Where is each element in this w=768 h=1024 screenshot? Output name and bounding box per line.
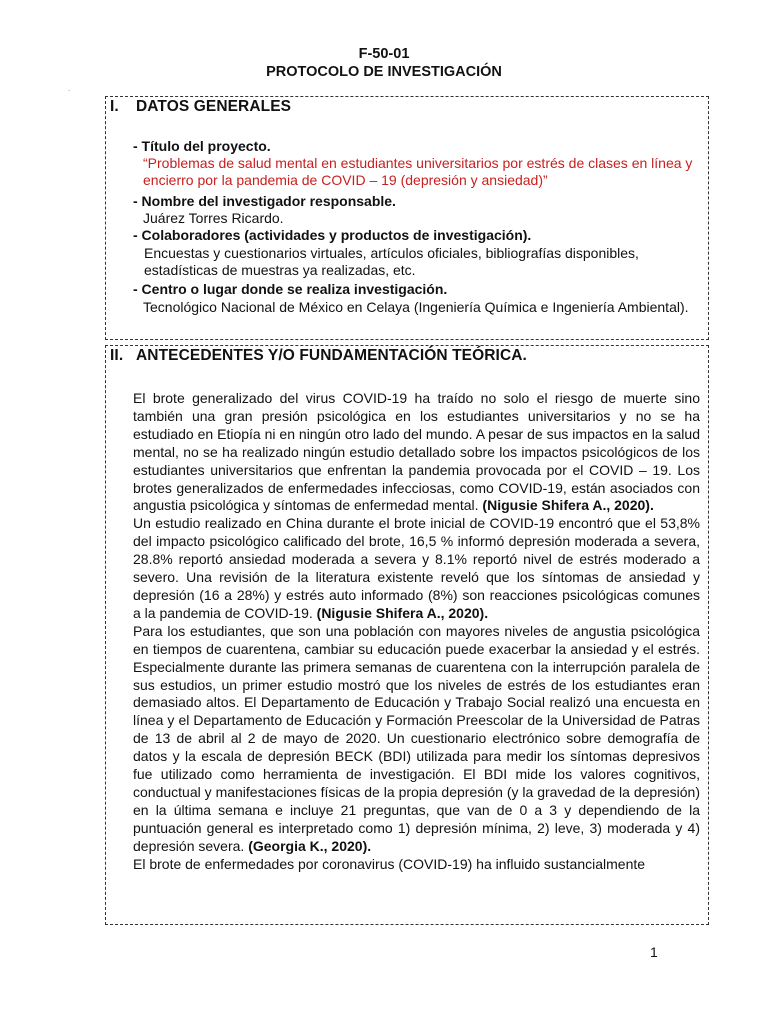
paragraph-text: El brote generalizado del virus COVID-19 ha traído no solo el riesgo de muerte sino también una gran presión psicológica en los estudiantes universitarios y no se ha estudiado en Etiopía ni en ningún otro lado del mundo. A pesar de sus impactos en la salud mental, no se ha realizado ningún estudio detallado sobre los impactos psicológicos de los estudiantes universitarios que enfrentan la pandemia provocada por el COVID – 19. Los brotes generalizados de enfermedades infecciosas, como COVID-19, están asociados con angustia psicológica y síntomas de enfermedad mental. [133,390,700,514]
section-heading [110,98,291,116]
paragraph [133,390,700,515]
citation: (Nigusie Shifera A., 2020). [482,497,654,514]
section-title: ANTECEDENTES Y/O FUNDAMENTACIÓN TEÓRICA. [136,347,527,364]
field-value-colaboradores: Encuestas y cuestionarios virtuales, artículos oficiales, bibliografías disponibles, estadísticas de muestras ya realizadas, etc. [144,245,639,278]
paragraph-text: Un estudio realizado en China durante el brote inicial de COVID-19 encontró que el 53,8% del impacto psicológico calificado del brote, 16,5 % informó depresión moderada a severa, 28.8% reportó ansiedad moderada a severa y 8.1% reportó nivel de estrés moderado a severo. Una revisión de la literatura existente reveló que los síntomas de ansiedad y depresión (16 a 28%) y estrés auto informado (8%) son reacciones psicológicas comunes a la pandemia de COVID-19. [133,515,700,621]
section-title: DATOS GENERALES [136,98,292,115]
section-datos-generales [105,96,709,340]
paragraph [133,515,700,622]
field-value-titulo: “Problemas de salud mental en estudiantes universitarios por estrés de clases en línea y encierro por la pandemia de COVID – 19 (depresión y ansiedad)” [143,155,693,188]
section-antecedentes [105,345,709,925]
section-heading [110,347,527,365]
field-value-investigador: Juárez Torres Ricardo. [143,210,284,226]
field-label-investigador: - Nombre del investigador responsable. [133,193,396,209]
paragraph [133,623,700,856]
field-label-centro: - Centro o lugar donde se realiza investigación. [133,281,448,297]
field-value-centro: Tecnológico Nacional de México en Celaya (Ingeniería Química e Ingeniería Ambiental). [143,299,689,315]
paragraph [133,856,700,874]
document-code: F-50-01 [358,46,410,62]
section-number: II. [110,347,124,364]
document-title: PROTOCOLO DE INVESTIGACIÓN [266,64,502,80]
stray-mark: . [68,84,71,93]
citation: (Nigusie Shifera A., 2020). [316,604,489,621]
citation: (Georgia K., 2020). [248,837,372,854]
page-number: 1 [650,944,658,960]
paragraphs [133,390,700,873]
section-number: I. [110,98,119,115]
field-label-titulo: - Título del proyecto. [133,138,271,154]
paragraph-text: Para los estudiantes, que son una población con mayores niveles de angustia psicológica en tiempos de cuarentena, cambiar su educación puede exacerbar la ansiedad y el estrés. Especialmente durante las primera semanas de cuarentena con la interrupción paralela de sus estudios, un primer estudio mostró que los niveles de estrés de los estudiantes eran demasiado altos. El Departamento de Educación y Trabajo Social realizó una encuesta en línea y el Departamento de Educación y Formación Preescolar de la Universidad de Patras de 13 de abril al 2 de mayo de 2020. Un cuestionario electrónico sobre demografía de datos y la escala de depresión BECK (BDI) utilizada para medir los síntomas depresivos fue utilizado como herramienta de investigación. El BDI mide los valores cognitivos, conductual y manifestaciones físicas de la propia depresión (y la gravedad de la depresión) en la última semana e incluye 21 preguntas, que van de 0 a 3 y dependiendo de la puntuación general es interpretado como 1) depresión mínima, 2) leve, 3) moderada y 4) depresión severa. [133,622,700,854]
field-label-colaboradores: - Colaboradores (actividades y productos de investigación). [133,227,532,243]
paragraph-text: El brote de enfermedades por coronavirus (COVID-19) ha influido sustancialmente [133,855,646,872]
